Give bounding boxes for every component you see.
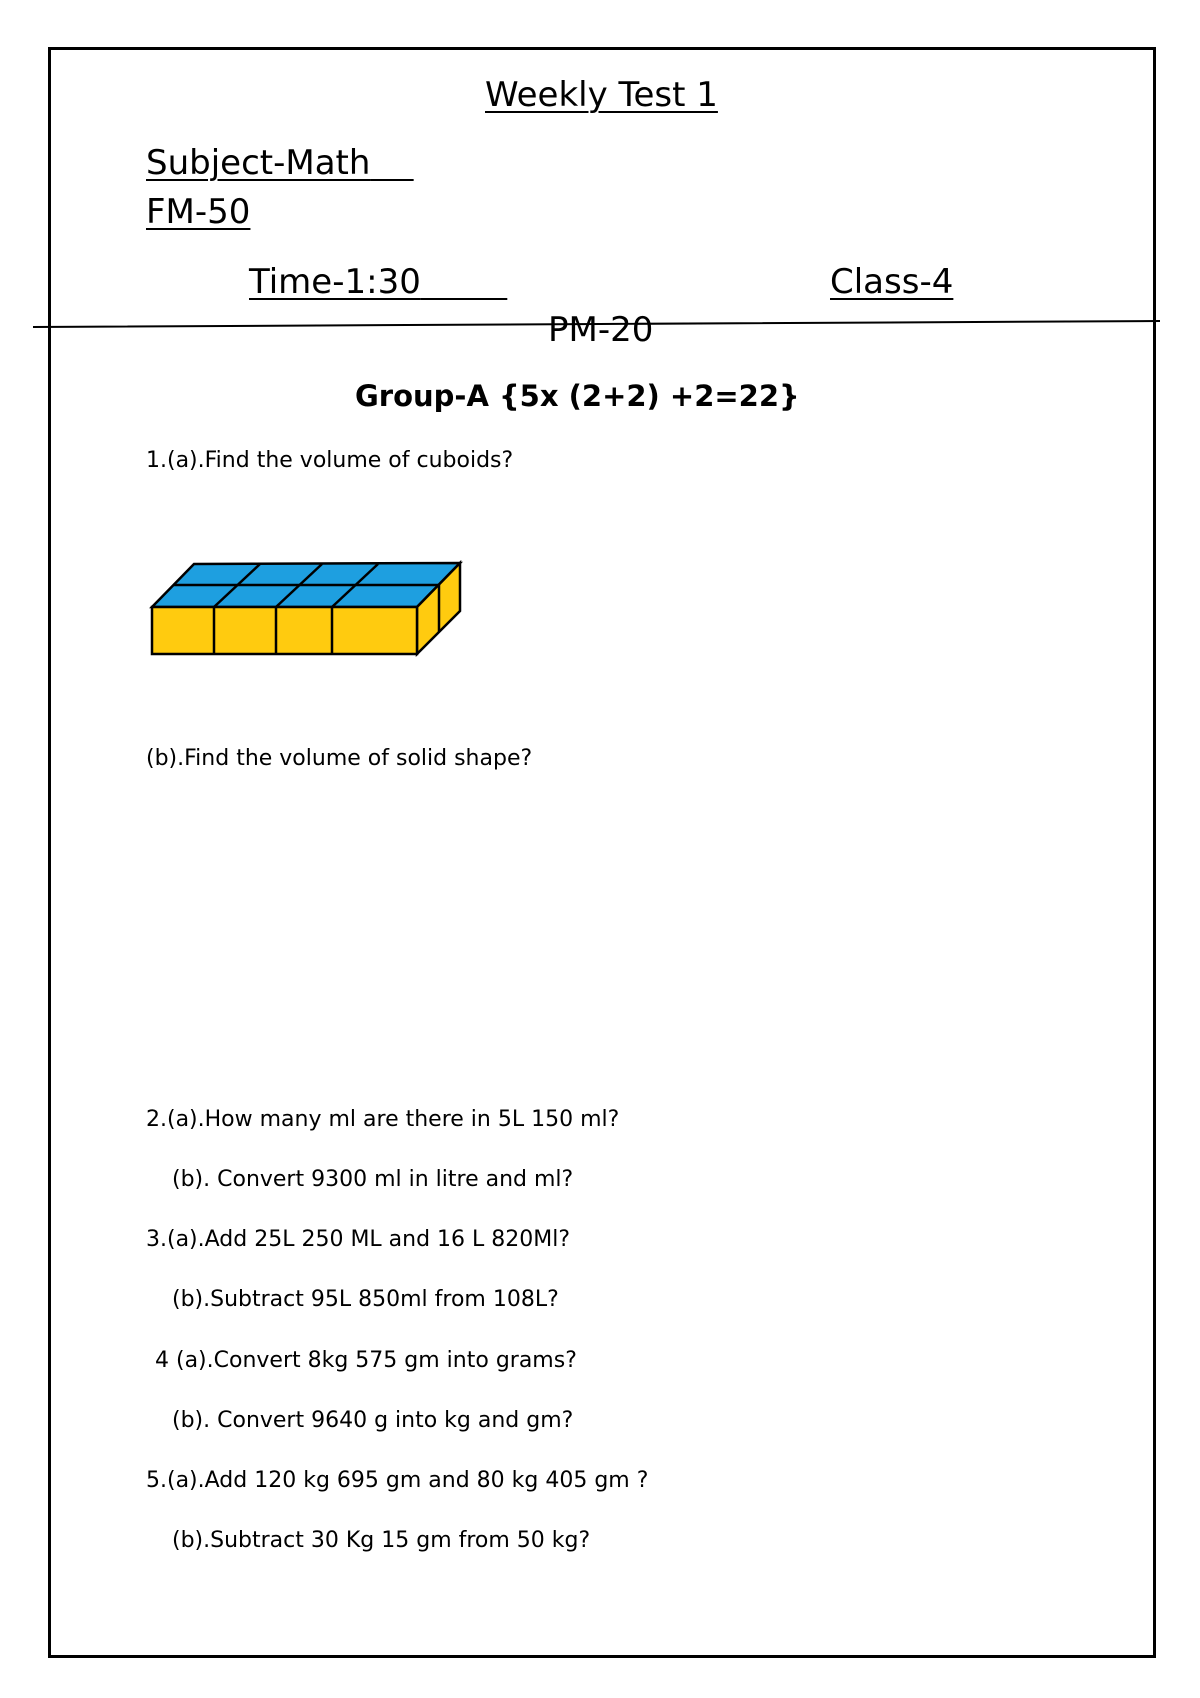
question-4a: 4 (a).Convert 8kg 575 gm into grams? bbox=[155, 1348, 577, 1373]
cuboid-unit-cubes-icon bbox=[152, 563, 460, 655]
question-1a: 1.(a).Find the volume of cuboids? bbox=[146, 448, 514, 473]
group-heading: Group-A {5x (2+2) +2=22} bbox=[355, 379, 800, 413]
question-5a: 5.(a).Add 120 kg 695 gm and 80 kg 405 gm ? bbox=[146, 1468, 649, 1493]
test-title: Weekly Test 1 bbox=[485, 75, 718, 115]
question-2a: 2.(a).How many ml are there in 5L 150 ml? bbox=[146, 1107, 620, 1132]
question-3a: 3.(a).Add 25L 250 ML and 16 L 820Ml? bbox=[146, 1227, 571, 1252]
pass-marks-label: PM-20 bbox=[548, 310, 654, 350]
question-2b: (b). Convert 9300 ml in litre and ml? bbox=[172, 1167, 574, 1192]
question-4b: (b). Convert 9640 g into kg and gm? bbox=[172, 1408, 574, 1433]
cuboid-front-face bbox=[152, 607, 417, 654]
question-1b: (b).Find the volume of solid shape? bbox=[146, 746, 533, 771]
full-marks-label: FM-50 bbox=[146, 192, 251, 232]
question-3b: (b).Subtract 95L 850ml from 108L? bbox=[172, 1287, 559, 1312]
subject-text: Subject-Math bbox=[146, 143, 371, 183]
cuboid-figure bbox=[148, 558, 468, 658]
class-label: Class-4 bbox=[830, 262, 954, 302]
question-5b: (b).Subtract 30 Kg 15 gm from 50 kg? bbox=[172, 1528, 591, 1553]
time-text: Time-1:30 bbox=[249, 262, 421, 302]
